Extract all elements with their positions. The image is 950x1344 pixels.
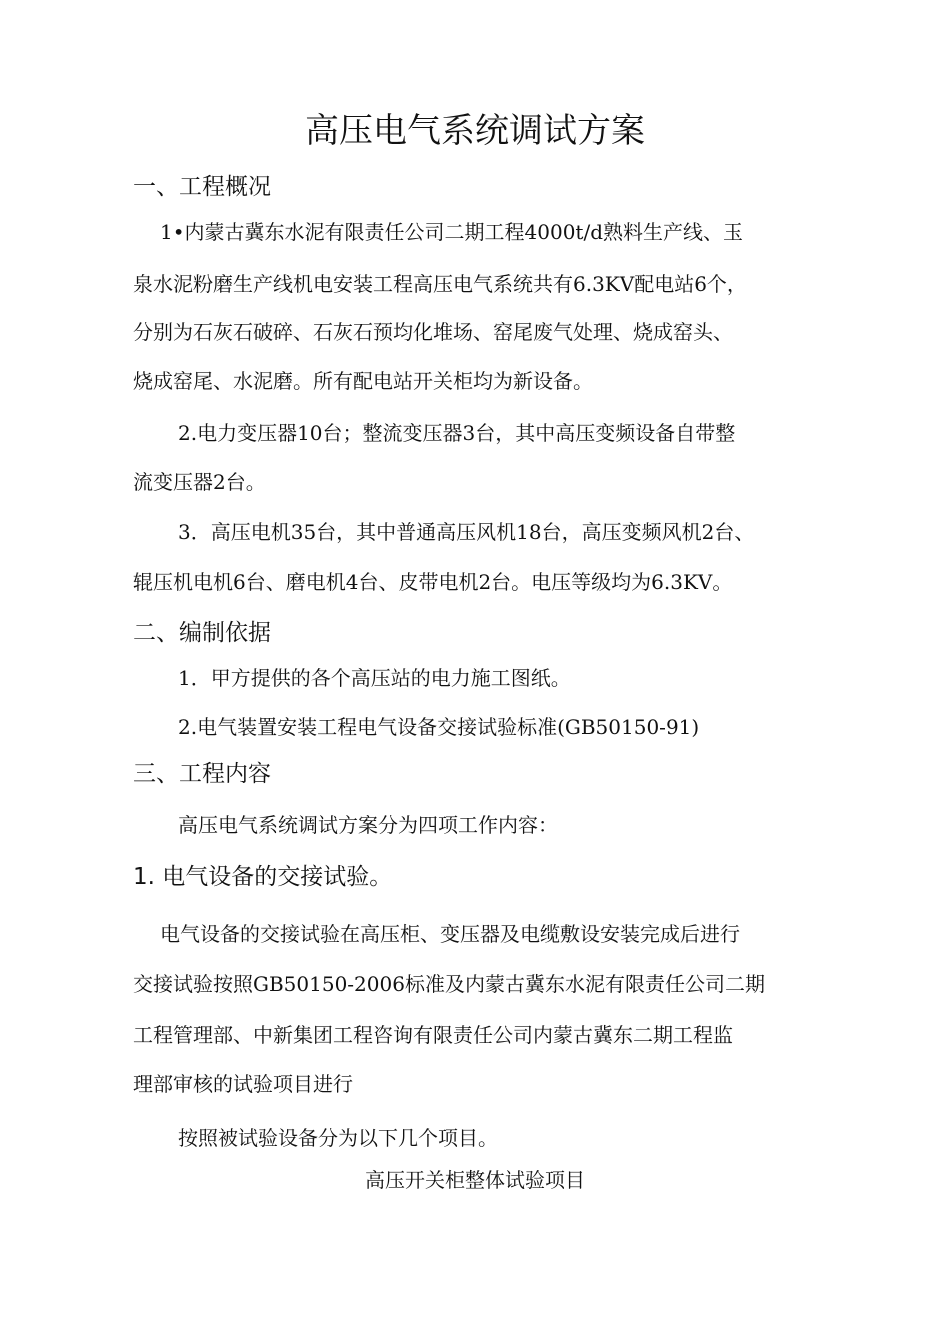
overview-paragraph-1-line-4: 烧成窑尾、水泥磨。所有配电站开关柜均为新设备。 bbox=[133, 369, 593, 393]
handover-paragraph-line-1: 电气设备的交接试验在高压柜、变压器及电缆敷设安装完成后进行 bbox=[160, 922, 740, 946]
basis-item-1: 1．甲方提供的各个高压站的电力施工图纸。 bbox=[178, 666, 571, 690]
handover-paragraph-line-3: 工程管理部、中新集团工程咨询有限责任公司内蒙古冀东二期工程监 bbox=[133, 1023, 733, 1047]
section-heading-content: 三、工程内容 bbox=[133, 761, 271, 787]
section-heading-basis: 二、编制依据 bbox=[133, 620, 271, 646]
content-intro: 高压电气系统调试方案分为四项工作内容： bbox=[178, 813, 558, 837]
overview-paragraph-3-line-1: 3．高压电机35台，其中普通高压风机18台，高压变频风机2台、 bbox=[178, 520, 755, 544]
handover-paragraph-line-2: 交接试验按照GB50150-2006标准及内蒙古冀东水泥有限责任公司二期 bbox=[133, 972, 765, 996]
test-items-note: 按照被试验设备分为以下几个项目。 bbox=[178, 1126, 498, 1150]
section-heading-overview: 一、工程概况 bbox=[133, 174, 271, 200]
overview-paragraph-2-line-1: 2.电力变压器10台；整流变压器3台，其中高压变频设备自带整 bbox=[178, 421, 736, 445]
overview-paragraph-2-line-2: 流变压器2台。 bbox=[133, 470, 266, 494]
switchgear-test-caption: 高压开关柜整体试验项目 bbox=[365, 1168, 585, 1192]
overview-paragraph-3-line-2: 辊压机电机6台、磨电机4台、皮带电机2台。电压等级均为6.3KV。 bbox=[133, 570, 733, 594]
overview-paragraph-1-line-3: 分别为石灰石破碎、石灰石预均化堆场、窑尾废气处理、烧成窑头、 bbox=[133, 320, 733, 344]
subsection-heading-handover-test: 1. 电气设备的交接试验。 bbox=[133, 864, 393, 890]
overview-paragraph-1-line-2: 泉水泥粉磨生产线机电安装工程高压电气系统共有6.3KV配电站6个， bbox=[133, 272, 747, 296]
document-title: 高压电气系统调试方案 bbox=[305, 111, 645, 151]
overview-paragraph-1-line-1: 1•内蒙古冀东水泥有限责任公司二期工程4000t/d熟料生产线、玉 bbox=[160, 220, 743, 244]
handover-paragraph-line-4: 理部审核的试验项目进行 bbox=[133, 1072, 353, 1096]
basis-item-2: 2.电气装置安装工程电气设备交接试验标准(GB50150-91) bbox=[178, 715, 700, 739]
